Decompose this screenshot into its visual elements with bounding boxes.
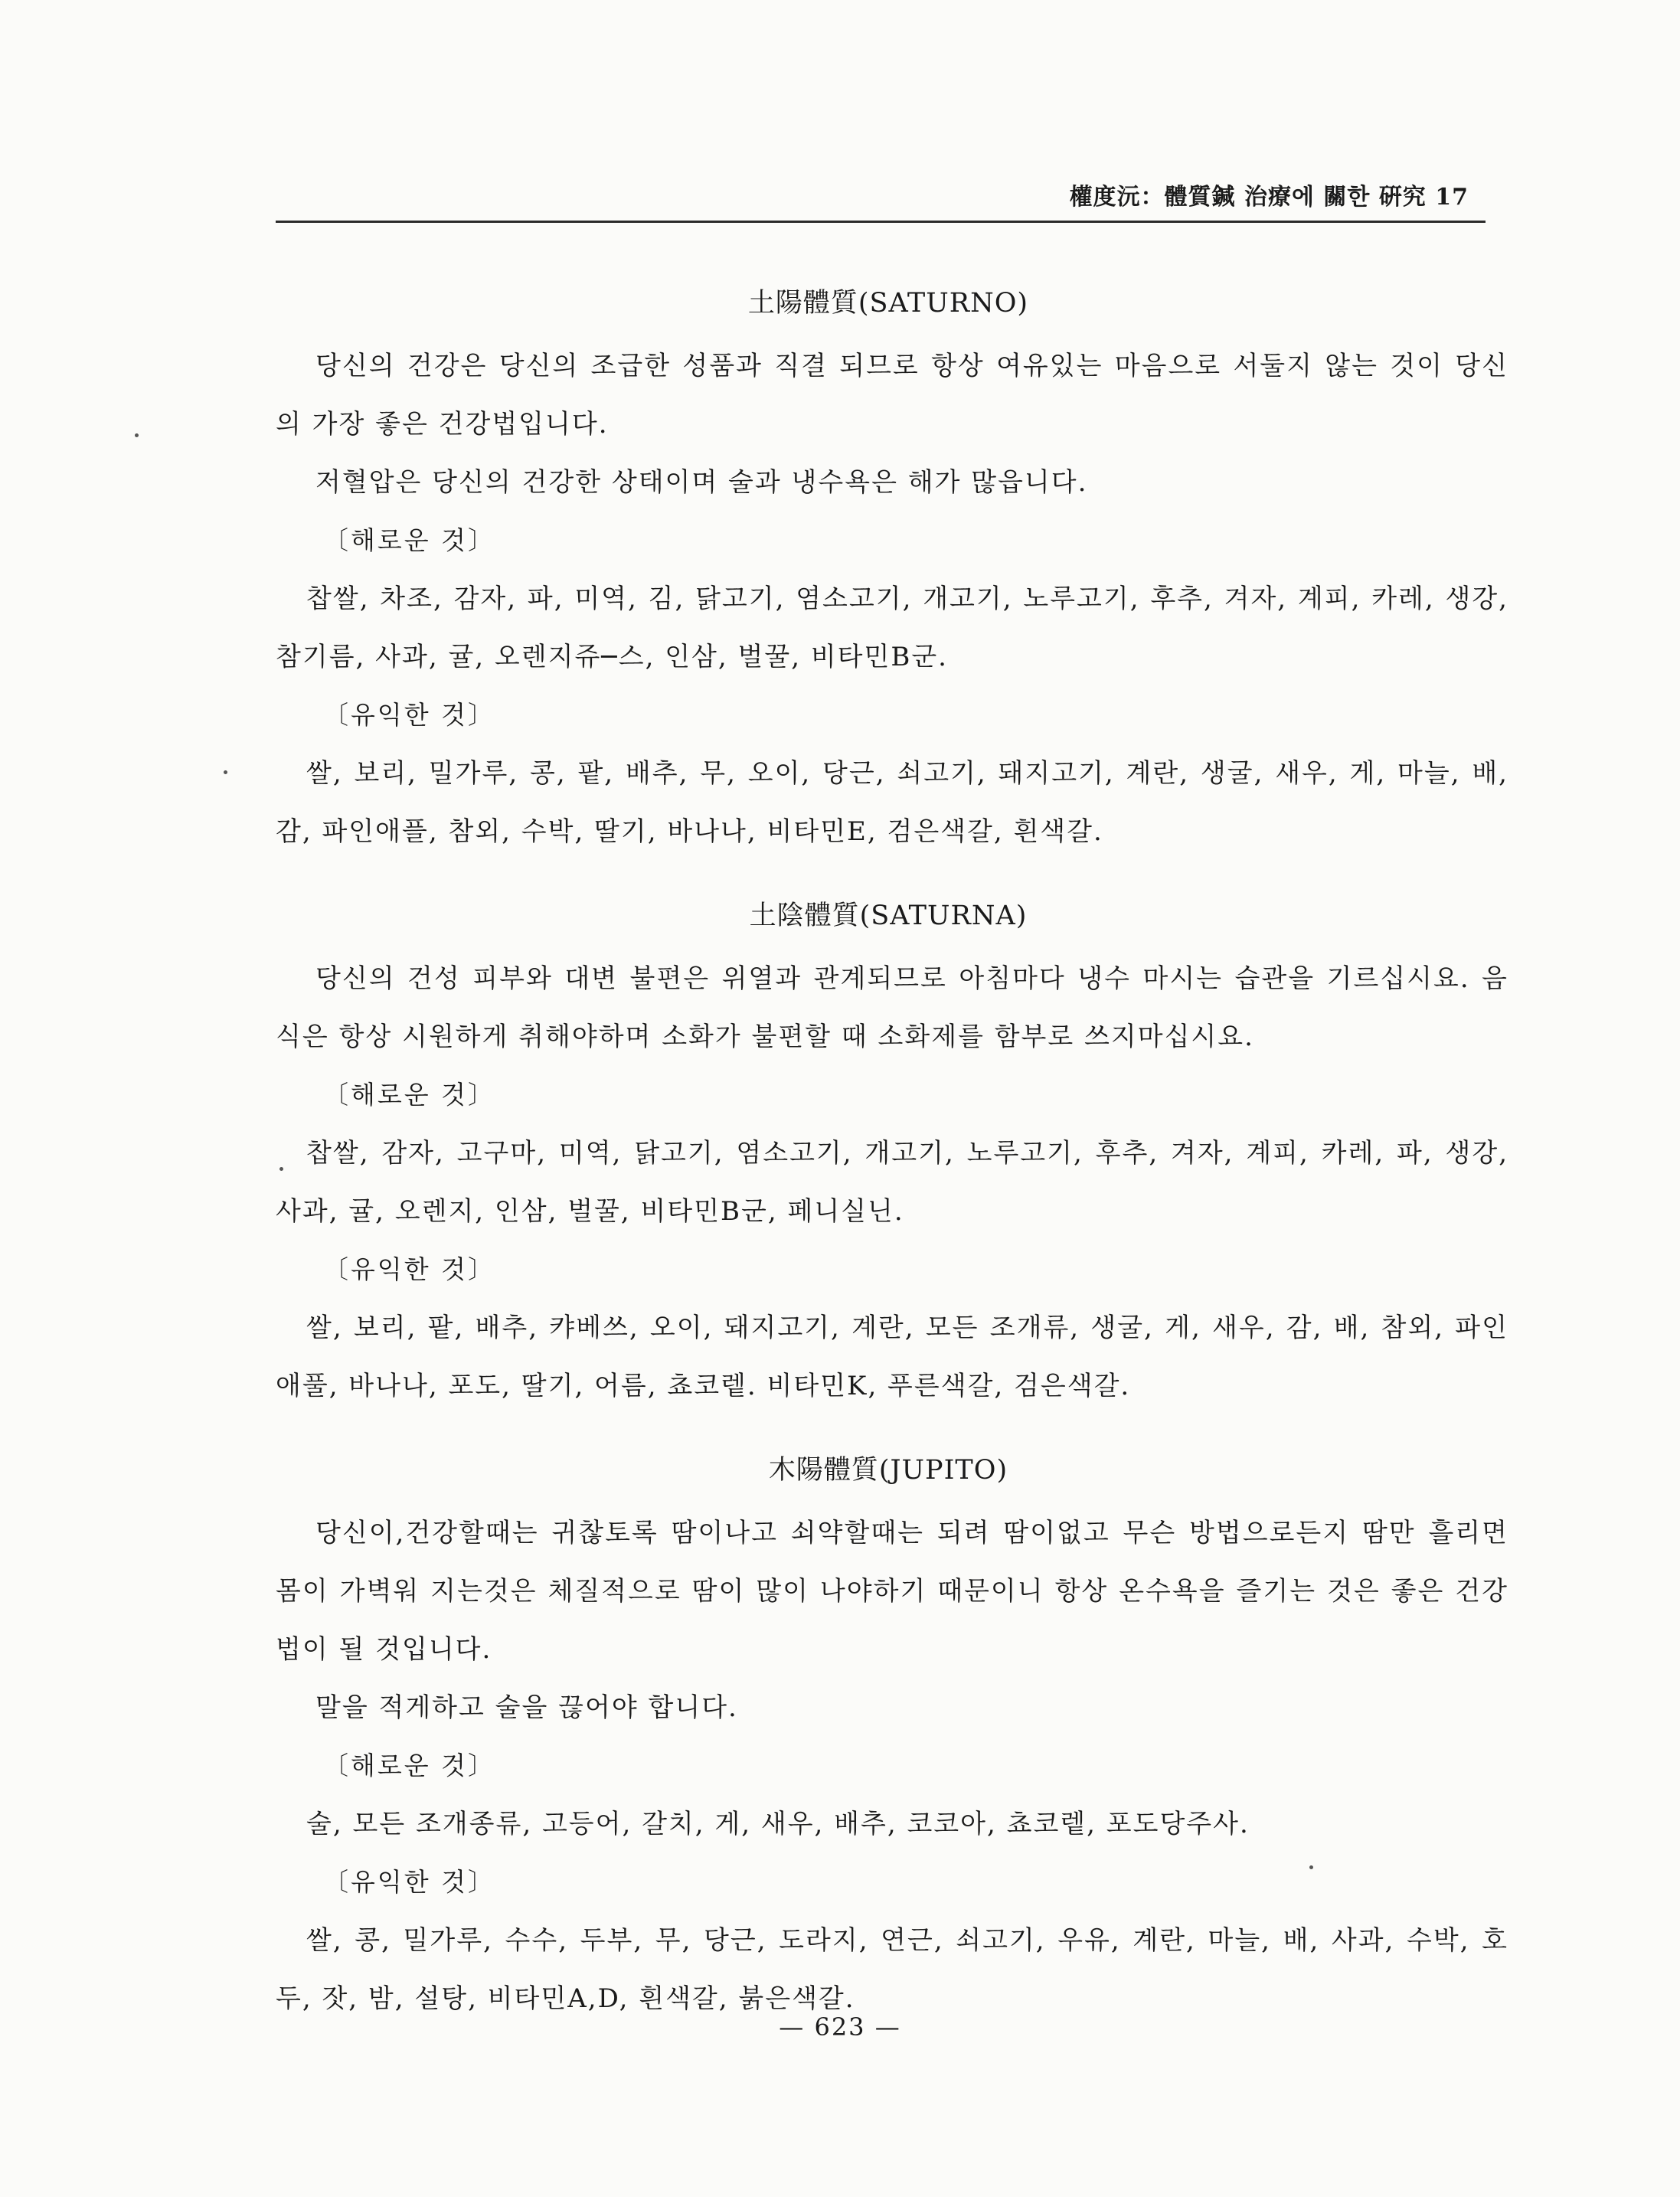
section-saturna	[276, 894, 1516, 1415]
harmful-list: 술, 모든 조개종류, 고등어, 갈치, 게, 새우, 배추, 코코아, 쵸코렡, 포도당주사.	[306, 1809, 1250, 1839]
scan-speck	[1309, 1865, 1313, 1869]
body-paragraph: 당신이,건강할때는 귀찮토록 땀이나고 쇠약할때는 되려 땀이없고 무슨 방법으로든지 땀만 흘리면 몸이 가벽워 지는것은 체질적으로 땀이 많이 나야하기 때문이니 항상 온수욕을 즐기는 것은 좋은 건강법이 될 것입니다.	[276, 1518, 1508, 1665]
harmful-label: 〔해로운 것〕	[323, 1080, 496, 1110]
page-number: — 623 —	[779, 2012, 901, 2042]
section-jupito	[276, 1449, 1516, 2028]
beneficial-label: 〔유익한 것〕	[323, 700, 496, 730]
beneficial-label: 〔유익한 것〕	[323, 1254, 496, 1284]
scan-speck	[224, 770, 227, 774]
beneficial-label: 〔유익한 것〕	[323, 1867, 496, 1897]
body-paragraph: 말을 적게하고 술을 끊어야 합니다.	[315, 1692, 738, 1723]
header-title: 權度沅：體質鍼 治療에 關한 硏究 17	[1069, 184, 1469, 211]
harmful-label: 〔해로운 것〕	[323, 1751, 496, 1780]
harmful-label: 〔해로운 것〕	[323, 525, 496, 555]
section-saturno	[276, 282, 1516, 861]
harmful-list: 찹쌀, 차조, 감자, 파, 미역, 김, 닭고기, 염소고기, 개고기, 노루고기, 후추, 겨자, 계피, 카레, 생강, 참기름, 사과, 귤, 오렌지쥬─스, 인삼, 벌꿀, 비타민B군.	[276, 584, 1508, 672]
scan-speck	[135, 433, 139, 437]
body-paragraph: 당신의 건성 피부와 대변 불편은 위열과 관계되므로 아침마다 냉수 마시는 습관을 기르십시요. 음식은 항상 시원하게 취해야하며 소화가 불편할 때 소화제를 함부로 쓰지마십시요.	[276, 963, 1508, 1052]
beneficial-list: 쌀, 보리, 밀가루, 콩, 팥, 배추, 무, 오이, 당근, 쇠고기, 돼지고기, 계란, 생굴, 새우, 게, 마늘, 배, 감, 파인애플, 참외, 수박, 딸기, 바나나, 비타민E, 검은색갈, 흰색갈.	[276, 758, 1508, 847]
section-title: 土陽體質(SATURNO)	[747, 288, 1029, 319]
beneficial-list: 쌀, 보리, 팥, 배추, 캬베쓰, 오이, 돼지고기, 계란, 모든 조개류, 생굴, 게, 새우, 감, 배, 참외, 파인애풀, 바나나, 포도, 딸기, 어름, 쵸코렡. 비타민K, 푸른색갈, 검은색갈.	[276, 1313, 1508, 1401]
harmful-list: 찹쌀, 감자, 고구마, 미역, 닭고기, 염소고기, 개고기, 노루고기, 후추, 겨자, 계피, 카레, 파, 생강, 사과, 귤, 오렌지, 인삼, 벌꿀, 비타민B군, 페니실닌.	[276, 1138, 1508, 1227]
body-paragraph: 당신의 건강은 당신의 조급한 성품과 직결 되므로 항상 여유있는 마음으로 서둘지 않는 것이 당신의 가장 좋은 건강법입니다.	[276, 351, 1508, 440]
section-title: 木陽體質(JUPITO)	[768, 1455, 1008, 1486]
running-header	[276, 175, 1486, 223]
page-body	[276, 268, 1516, 2028]
scan-speck	[279, 1167, 283, 1171]
beneficial-list: 쌀, 콩, 밀가루, 수수, 두부, 무, 당근, 도라지, 연근, 쇠고기, 우유, 계란, 마늘, 배, 사과, 수박, 호두, 잣, 밤, 설탕, 비타민A,D, 흰색갈, 붉은색갈.	[276, 1925, 1508, 2014]
section-title: 土陰體質(SATURNA)	[749, 901, 1028, 931]
body-paragraph: 저혈압은 당신의 건강한 상태이며 술과 냉수욕은 해가 많읍니다.	[315, 467, 1088, 498]
